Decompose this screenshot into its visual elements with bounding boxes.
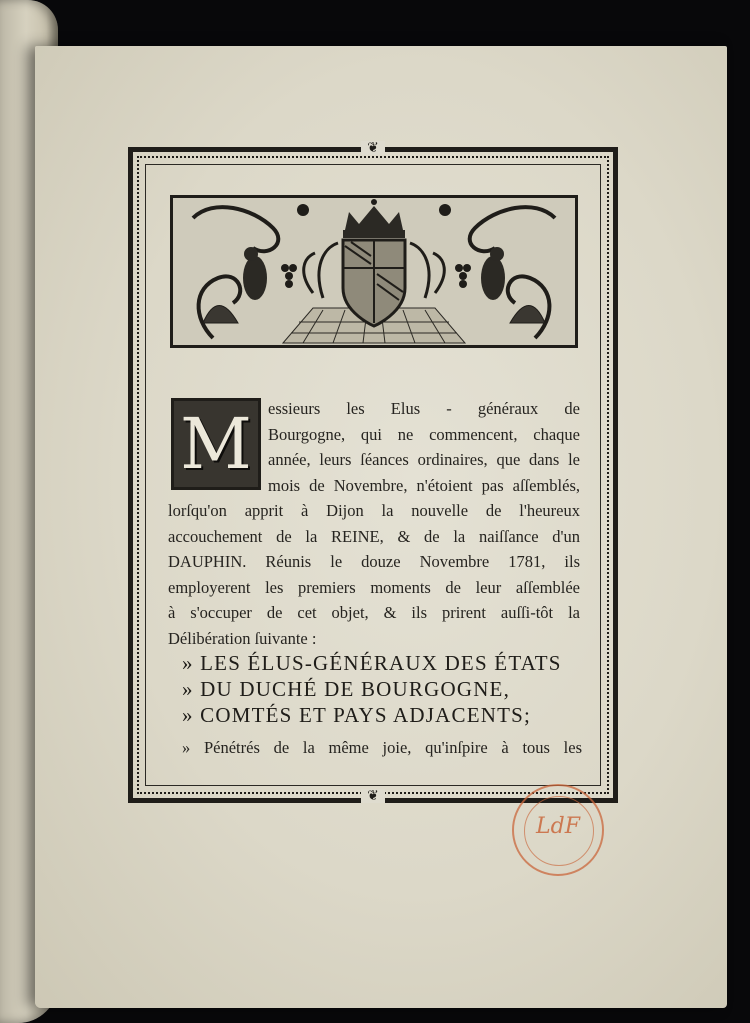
headpiece-engraving	[170, 195, 578, 348]
body-line: accouchement de la REINE, & de la naiſſance d'un	[168, 526, 580, 546]
body-line: employerent les premiers moments de leur aſſemblée	[168, 577, 580, 597]
archive-stamp	[512, 784, 604, 876]
closing-line: » Pénétrés de la même joie, qu'inſpire à tous les	[182, 738, 582, 757]
top-ornament-icon: ❦	[361, 141, 385, 155]
body-line: DAUPHIN. Réunis le douze Novembre 1781, ils	[168, 552, 580, 571]
body-line: essieurs les Elus - généraux de	[268, 399, 580, 418]
body-line: Bourgogne, qui ne commencent, chaque	[268, 424, 580, 444]
body-line: mois de Novembre, n'étoient pas aſſemblés,	[268, 475, 580, 495]
heading-line: » LES ÉLUS-GÉNÉRAUX DES ÉTATS	[182, 651, 562, 675]
paragraph-body	[168, 498, 580, 651]
heading-line: » DU DUCHÉ DE BOURGOGNE,	[182, 677, 511, 701]
body-line: lorſqu'on apprit à Dijon la nouvelle de l'heureux	[168, 501, 580, 520]
bottom-ornament-icon: ❦	[361, 789, 385, 803]
body-line: année, leurs ſéances ordinaires, que dans le	[268, 450, 580, 469]
body-line: à s'occuper de cet objet, & ils prirent auſſi-tôt la	[168, 603, 580, 622]
body-line: Délibération ſuivante :	[168, 628, 317, 648]
drop-cap-letter: M	[180, 403, 252, 485]
heading-line: » COMTÉS ET PAYS ADJACENTS;	[182, 703, 532, 727]
paragraph-intro	[268, 396, 580, 498]
deliberation-heading	[182, 650, 582, 728]
drop-cap-initial	[171, 398, 261, 490]
stamp-monogram: LdF	[536, 814, 580, 839]
